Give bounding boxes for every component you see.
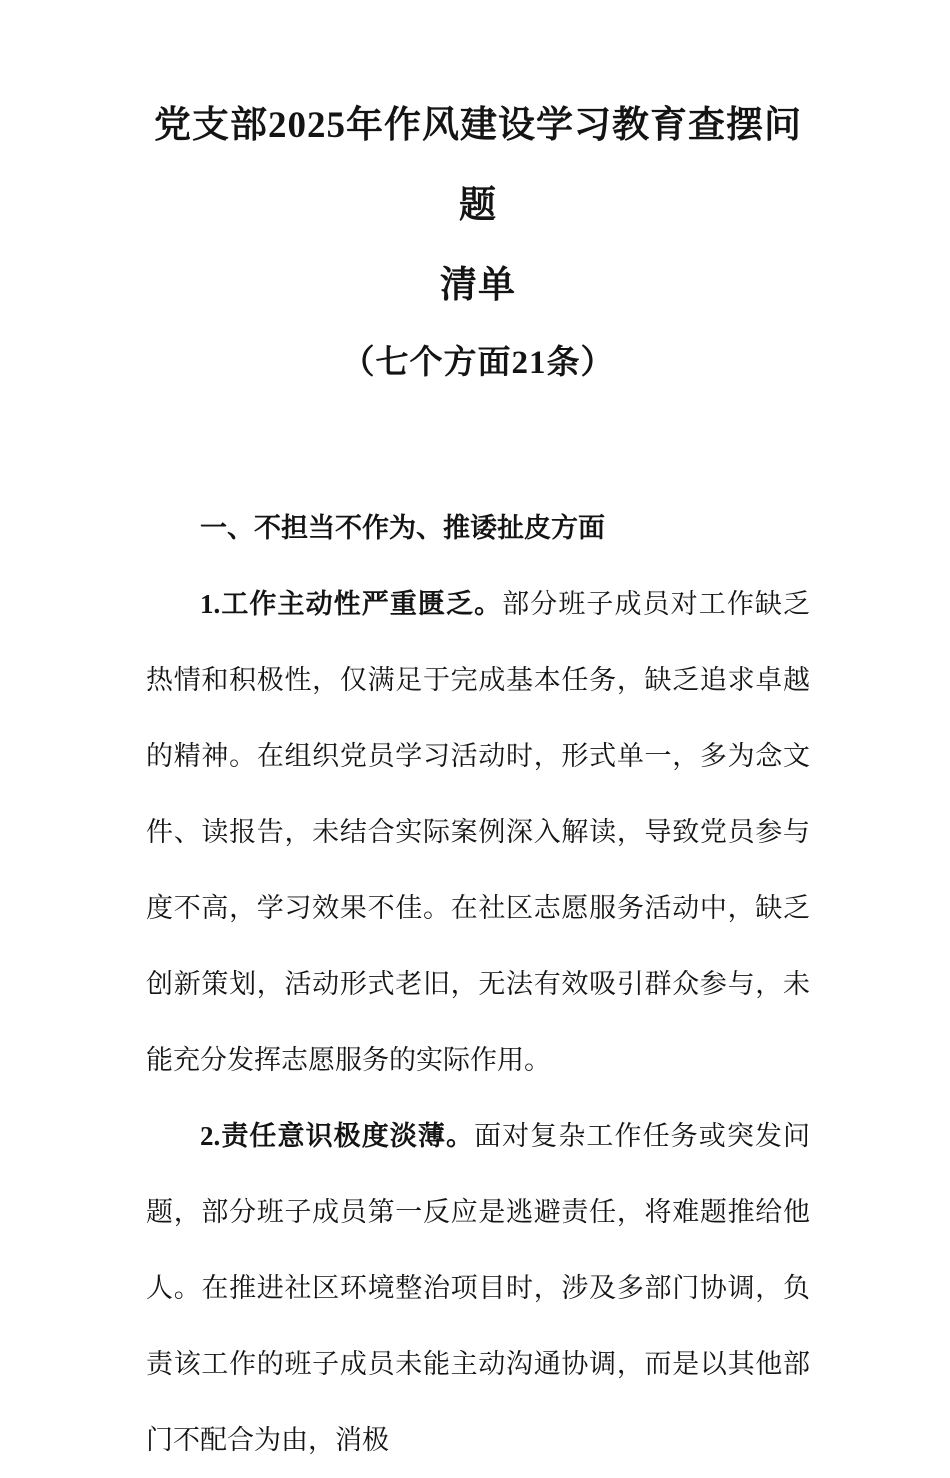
document-title bbox=[146, 86, 810, 326]
section-heading: 一、不担当不作为、推诿扯皮方面 bbox=[200, 513, 605, 543]
title-line-1: 党支部2025年作风建设学习教育查摆问题 bbox=[154, 105, 802, 226]
paragraph-2-lead: 2.责任意识极度淡薄。 bbox=[200, 1121, 475, 1151]
document-subtitle: （七个方面21条） bbox=[341, 345, 615, 381]
document-body bbox=[146, 490, 810, 1478]
paragraph-1-lead: 1.工作主动性严重匮乏。 bbox=[200, 589, 503, 619]
paragraph-2 bbox=[146, 1098, 810, 1478]
paragraph-2-text: 面对复杂工作任务或突发问题，部分班子成员第一反应是逃避责任，将难题推给他人。在推进社区环境整治项目时，涉及多部门协调，负责该工作的班子成员未能主动沟通协调，而是以其他部门不配合为由，消极 bbox=[146, 1121, 811, 1455]
title-line-2: 清单 bbox=[440, 265, 516, 306]
paragraph-1 bbox=[146, 566, 810, 1098]
paragraph-1-text: 部分班子成员对工作缺乏热情和积极性，仅满足于完成基本任务，缺乏追求卓越的精神。在组织党员学习活动时，形式单一，多为念文件、读报告，未结合实际案例深入解读，导致党员参与度不高，学习效果不佳。在社区志愿服务活动中，缺乏创新策划，活动形式老旧，无法有效吸引群众参与，未能充分发挥志愿服务的实际作用。 bbox=[146, 589, 811, 1075]
